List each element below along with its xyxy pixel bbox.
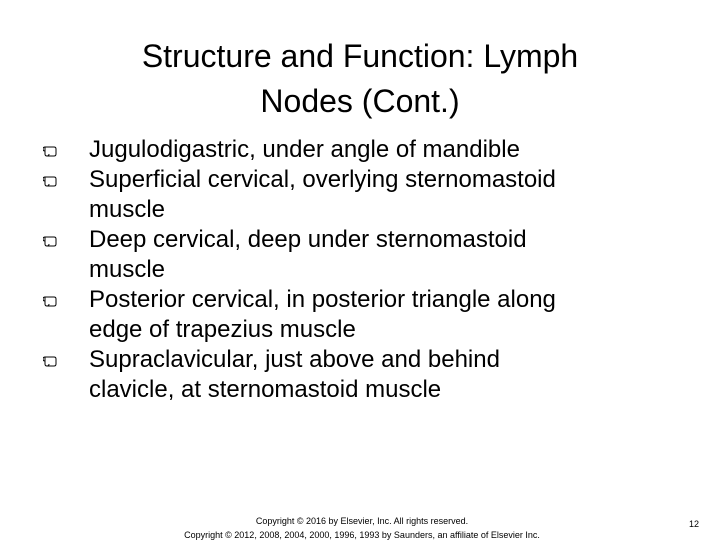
bullet-list [40,135,690,405]
bullet-text-line: Deep cervical, deep under sternomastoid [89,226,527,253]
slide-title-line-2: Nodes (Cont.) [260,83,460,119]
copyright-line-1: Copyright © 2016 by Elsevier, Inc. All rights reserved. [255,516,469,526]
slide-title [60,34,660,124]
page-number: 12 [688,519,699,529]
bullet-item-deep-cervical [40,225,690,285]
scroll-bullet-icon [43,355,57,367]
bullet-item-jugulodigastric [40,135,690,165]
bullet-item-supraclavicular [40,345,690,405]
copyright-line-2: Copyright © 2012, 2008, 2004, 2000, 1996, 1993 by Saunders, an affiliate of Elsevier Inc. [184,530,540,540]
scroll-bullet-icon [43,145,57,157]
bullet-text-line: Superficial cervical, overlying sternomastoid [89,166,556,193]
bullet-item-superficial-cervical [40,165,690,225]
footer-copyright [150,514,574,542]
bullet-text-line: Posterior cervical, in posterior triangle along [89,286,556,313]
scroll-bullet-icon [43,235,57,247]
scroll-bullet-icon [43,175,57,187]
bullet-text-line: Supraclavicular, just above and behind [89,346,500,373]
bullet-text-line: muscle [89,196,166,223]
slide-title-line-1: Structure and Function: Lymph [141,38,579,74]
bullet-item-posterior-cervical [40,285,690,345]
bullet-text-line: edge of trapezius muscle [89,316,356,343]
scroll-bullet-icon [43,295,57,307]
bullet-text-line: Jugulodigastric, under angle of mandible [89,136,520,163]
bullet-text-line: clavicle, at sternomastoid muscle [89,376,442,403]
bullet-text-line: muscle [89,256,166,283]
